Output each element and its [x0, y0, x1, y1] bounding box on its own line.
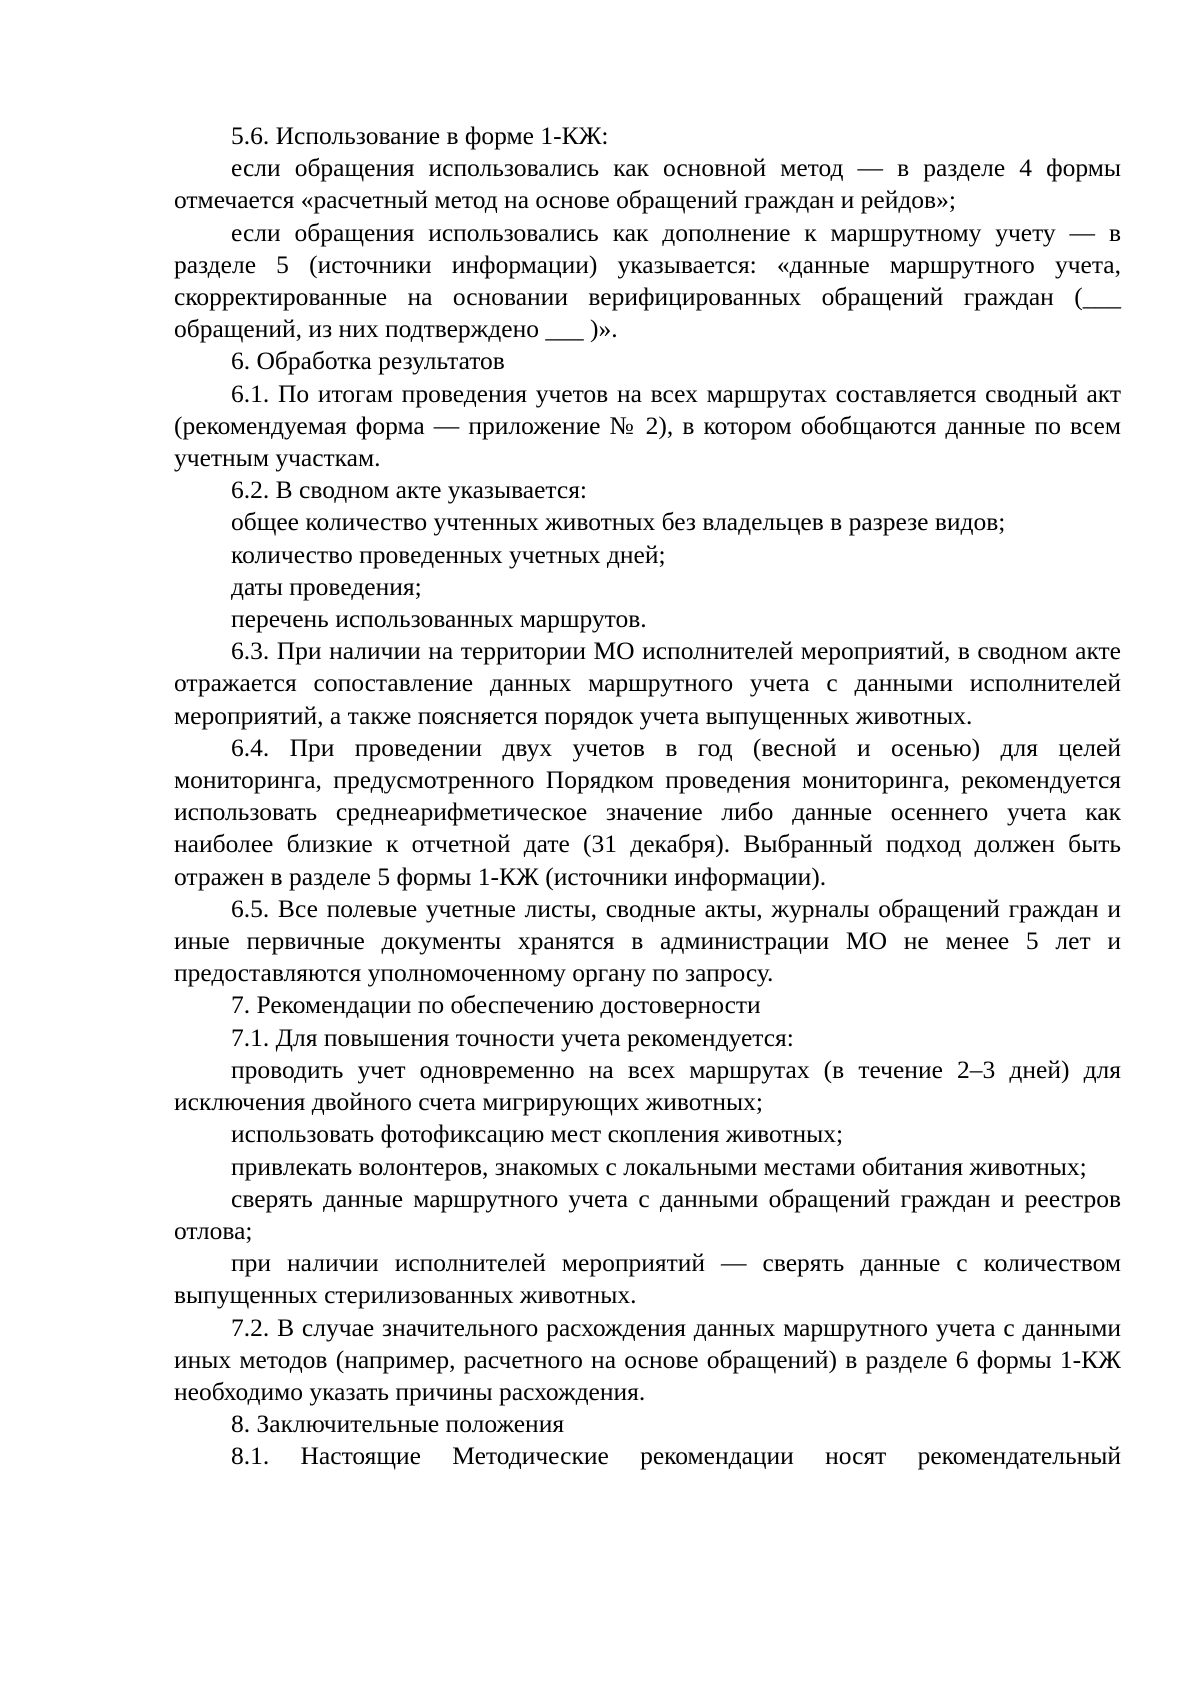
section-6-heading: 6. Обработка результатов: [231, 346, 505, 376]
list-item-total-animals: общее количество учтенных животных без владельцев в разрезе видов;: [231, 507, 1006, 537]
section-8-heading: 8. Заключительные положения: [231, 1409, 565, 1439]
list-item-routes: перечень использованных маршрутов.: [231, 604, 647, 634]
list-item-days-count: количество проведенных учетных дней;: [231, 539, 666, 569]
paragraph-8-1: 8.1. Настоящие Методические рекомендации носят рекомендательный: [231, 1441, 1121, 1471]
paragraph-6-4: 6.4. При проведении двух учетов в год (весной и осенью) для целей мониторинга, предусмотренного Порядком проведения мониторинга, рекомендуется использовать среднеарифметическое значение либо данные осеннего учета как наиболее близкие к отчетной дате (31 декабря). Выбранный подход должен быть отражен в разделе 5 формы 1-КЖ (источники информации).: [174, 732, 1121, 891]
paragraph-7-2: 7.2. В случае значительного расхождения данных маршрутного учета с данными иных методов (например, расчетного на основе обращений) в разделе 6 формы 1-КЖ необходимо указать причины расхождения.: [174, 1312, 1121, 1406]
paragraph-5-6-heading: 5.6. Использование в форме 1-КЖ:: [231, 121, 609, 150]
paragraph-6-5: 6.5. Все полевые учетные листы, сводные акты, журналы обращений граждан и иные первичные документы хранятся в администрации МО не менее 5 лет и предоставляются уполномоченному органу по запросу.: [174, 893, 1121, 988]
list-item-reconcile-citizens: сверять данные маршрутного учета с данными обращений граждан и реестров отлова;: [174, 1183, 1121, 1245]
section-7-heading: 7. Рекомендации по обеспечению достоверности: [231, 990, 761, 1020]
list-item-reconcile-released: при наличии исполнителей мероприятий — сверять данные с количеством выпущенных стерилизованных животных.: [174, 1248, 1121, 1310]
list-item-volunteers: привлекать волонтеров, знакомых с локальными местами обитания животных;: [231, 1151, 1087, 1181]
paragraph-supplement-method: если обращения использовались как дополнение к маршрутному учету — в разделе 5 (источники информации) указывается: «данные маршрутного учета, скорректированные на основании верифицированных обращений граждан (___ обращений, из них подтверждено ___ )».: [174, 217, 1121, 344]
document-page: [174, 120, 1121, 1473]
list-item-simultaneous: проводить учет одновременно на всех маршрутах (в течение 2–3 дней) для исключения двойного счета мигрирующих животных;: [174, 1054, 1121, 1117]
paragraph-main-method: если обращения использовались как основной метод — в разделе 4 формы отмечается «расчетный метод на основе обращений граждан и рейдов»;: [174, 153, 1121, 215]
paragraph-6-1: 6.1. По итогам проведения учетов на всех маршрутах составляется сводный акт (рекомендуемая форма — приложение № 2), в котором обобщаются данные по всем учетным участкам.: [174, 378, 1121, 473]
paragraph-7-1: 7.1. Для повышения точности учета рекомендуется:: [231, 1022, 794, 1052]
list-item-dates: даты проведения;: [231, 571, 422, 601]
paragraph-6-3: 6.3. При наличии на территории МО исполнителей мероприятий, в сводном акте отражается сопоставление данных маршрутного учета с данными исполнителей мероприятий, а также поясняется порядок учета выпущенных животных.: [174, 636, 1121, 730]
paragraph-6-2: 6.2. В сводном акте указывается:: [231, 475, 588, 505]
list-item-photo: использовать фотофиксацию мест скопления животных;: [231, 1119, 844, 1149]
